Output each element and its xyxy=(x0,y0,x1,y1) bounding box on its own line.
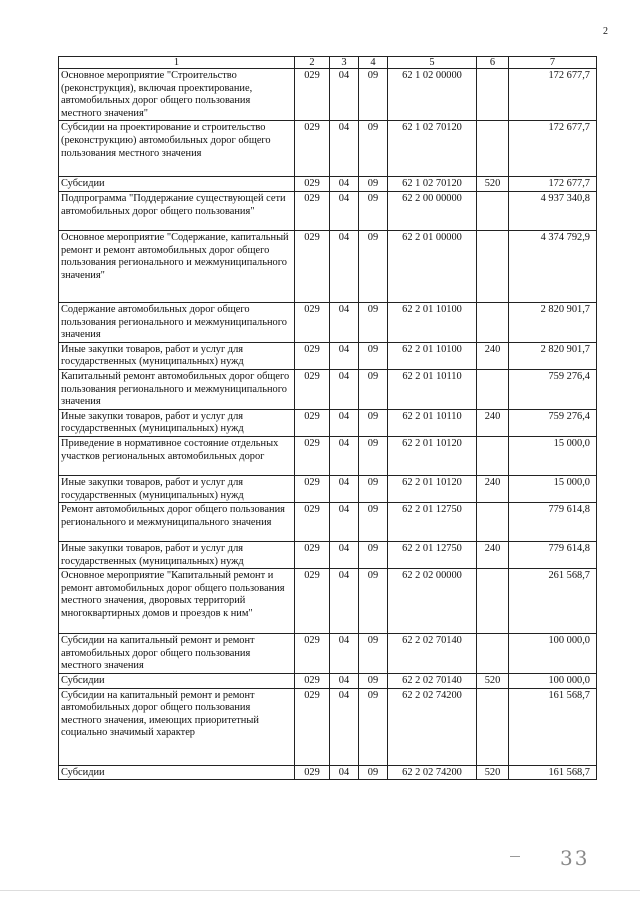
column-header: 6 xyxy=(477,57,509,69)
row-target-code: 62 2 02 74200 xyxy=(388,765,477,780)
table-row xyxy=(59,674,597,689)
row-subsection: 09 xyxy=(359,177,388,192)
row-admin-code: 029 xyxy=(295,191,330,230)
row-amount: 172 677,7 xyxy=(509,121,597,177)
table-row xyxy=(59,121,597,177)
row-name: Иные закупки товаров, работ и услуг для государственных (муниципальных) нужд xyxy=(59,342,295,369)
row-expense-type xyxy=(477,230,509,302)
row-admin-code: 029 xyxy=(295,674,330,689)
row-section: 04 xyxy=(330,503,359,542)
row-admin-code: 029 xyxy=(295,634,330,674)
row-amount: 172 677,7 xyxy=(509,69,597,121)
row-admin-code: 029 xyxy=(295,177,330,192)
row-name: Субсидии на капитальный ремонт и ремонт автомобильных дорог общего пользования местного значения, имеющих приоритетный социально значимый характер xyxy=(59,688,295,765)
row-target-code: 62 2 01 10110 xyxy=(388,409,477,436)
row-admin-code: 029 xyxy=(295,342,330,369)
table-row xyxy=(59,369,597,409)
row-expense-type: 520 xyxy=(477,765,509,780)
row-amount: 161 568,7 xyxy=(509,688,597,765)
row-expense-type xyxy=(477,688,509,765)
row-expense-type xyxy=(477,634,509,674)
row-amount: 172 677,7 xyxy=(509,177,597,192)
row-subsection: 09 xyxy=(359,569,388,634)
row-target-code: 62 2 01 10110 xyxy=(388,369,477,409)
row-amount: 779 614,8 xyxy=(509,542,597,569)
row-amount: 261 568,7 xyxy=(509,569,597,634)
row-section: 04 xyxy=(330,436,359,475)
row-name: Субсидии xyxy=(59,674,295,689)
row-name: Основное мероприятие "Содержание, капитальный ремонт и ремонт автомобильных дорог общего пользования регионального и межмуниципального значения" xyxy=(59,230,295,302)
row-expense-type xyxy=(477,191,509,230)
column-header: 7 xyxy=(509,57,597,69)
scan-edge xyxy=(0,890,640,891)
column-number-row xyxy=(59,57,597,69)
row-admin-code: 029 xyxy=(295,688,330,765)
row-amount: 759 276,4 xyxy=(509,409,597,436)
row-name: Иные закупки товаров, работ и услуг для государственных (муниципальных) нужд xyxy=(59,409,295,436)
row-name: Содержание автомобильных дорог общего пользования регионального и межмуниципального значения xyxy=(59,302,295,342)
row-name: Подпрограмма "Поддержание существующей сети автомобильных дорог общего пользования" xyxy=(59,191,295,230)
row-section: 04 xyxy=(330,542,359,569)
row-target-code: 62 1 02 00000 xyxy=(388,69,477,121)
row-name: Субсидии на капитальный ремонт и ремонт автомобильных дорог общего пользования местного значения xyxy=(59,634,295,674)
row-section: 04 xyxy=(330,674,359,689)
row-name: Основное мероприятие "Капитальный ремонт и ремонт автомобильных дорог общего пользования местного значения, дворовых территорий многоквартирных домов и проездов к ним" xyxy=(59,569,295,634)
row-amount: 100 000,0 xyxy=(509,674,597,689)
row-expense-type: 240 xyxy=(477,542,509,569)
row-section: 04 xyxy=(330,409,359,436)
row-admin-code: 029 xyxy=(295,765,330,780)
row-subsection: 09 xyxy=(359,69,388,121)
row-amount: 4 374 792,9 xyxy=(509,230,597,302)
row-admin-code: 029 xyxy=(295,436,330,475)
row-expense-type xyxy=(477,436,509,475)
row-amount: 759 276,4 xyxy=(509,369,597,409)
row-target-code: 62 2 00 00000 xyxy=(388,191,477,230)
row-admin-code: 029 xyxy=(295,409,330,436)
row-section: 04 xyxy=(330,342,359,369)
row-subsection: 09 xyxy=(359,765,388,780)
row-expense-type xyxy=(477,302,509,342)
row-name: Иные закупки товаров, работ и услуг для государственных (муниципальных) нужд xyxy=(59,542,295,569)
row-target-code: 62 2 02 74200 xyxy=(388,688,477,765)
table-row xyxy=(59,436,597,475)
row-subsection: 09 xyxy=(359,342,388,369)
row-subsection: 09 xyxy=(359,688,388,765)
row-expense-type: 240 xyxy=(477,475,509,502)
table-row xyxy=(59,191,597,230)
row-amount: 161 568,7 xyxy=(509,765,597,780)
row-section: 04 xyxy=(330,230,359,302)
row-target-code: 62 2 02 70140 xyxy=(388,634,477,674)
row-amount: 2 820 901,7 xyxy=(509,342,597,369)
row-amount: 15 000,0 xyxy=(509,475,597,502)
row-section: 04 xyxy=(330,688,359,765)
row-admin-code: 029 xyxy=(295,542,330,569)
row-subsection: 09 xyxy=(359,436,388,475)
row-expense-type: 520 xyxy=(477,177,509,192)
row-target-code: 62 2 01 00000 xyxy=(388,230,477,302)
row-section: 04 xyxy=(330,121,359,177)
column-header: 1 xyxy=(59,57,295,69)
row-subsection: 09 xyxy=(359,634,388,674)
row-name: Основное мероприятие "Строительство (реконструкция), включая проектирование, автомобильных дорог общего пользования местного значения" xyxy=(59,69,295,121)
column-header: 2 xyxy=(295,57,330,69)
row-admin-code: 029 xyxy=(295,302,330,342)
row-subsection: 09 xyxy=(359,302,388,342)
row-amount: 2 820 901,7 xyxy=(509,302,597,342)
column-header: 5 xyxy=(388,57,477,69)
row-amount: 15 000,0 xyxy=(509,436,597,475)
row-section: 04 xyxy=(330,569,359,634)
row-target-code: 62 2 01 10120 xyxy=(388,436,477,475)
table-row xyxy=(59,409,597,436)
row-section: 04 xyxy=(330,69,359,121)
row-section: 04 xyxy=(330,302,359,342)
row-expense-type xyxy=(477,121,509,177)
margin-dash xyxy=(510,856,520,857)
row-subsection: 09 xyxy=(359,475,388,502)
table-row xyxy=(59,342,597,369)
row-subsection: 09 xyxy=(359,674,388,689)
row-subsection: 09 xyxy=(359,121,388,177)
table-row xyxy=(59,177,597,192)
row-section: 04 xyxy=(330,177,359,192)
table-row xyxy=(59,634,597,674)
row-expense-type: 520 xyxy=(477,674,509,689)
row-subsection: 09 xyxy=(359,409,388,436)
row-amount: 779 614,8 xyxy=(509,503,597,542)
row-admin-code: 029 xyxy=(295,569,330,634)
row-expense-type: 240 xyxy=(477,342,509,369)
column-header: 3 xyxy=(330,57,359,69)
row-name: Ремонт автомобильных дорог общего пользования регионального и межмуниципального значения xyxy=(59,503,295,542)
row-subsection: 09 xyxy=(359,369,388,409)
row-admin-code: 029 xyxy=(295,475,330,502)
row-expense-type xyxy=(477,69,509,121)
row-section: 04 xyxy=(330,191,359,230)
row-target-code: 62 2 01 10100 xyxy=(388,302,477,342)
page-number: 2 xyxy=(603,26,608,37)
row-target-code: 62 2 01 12750 xyxy=(388,503,477,542)
row-amount: 4 937 340,8 xyxy=(509,191,597,230)
table-row xyxy=(59,230,597,302)
row-target-code: 62 2 02 70140 xyxy=(388,674,477,689)
row-admin-code: 029 xyxy=(295,503,330,542)
row-target-code: 62 2 02 00000 xyxy=(388,569,477,634)
row-section: 04 xyxy=(330,475,359,502)
row-target-code: 62 2 01 10100 xyxy=(388,342,477,369)
table-row xyxy=(59,503,597,542)
row-name: Капитальный ремонт автомобильных дорог общего пользования регионального и межмуниципального значения xyxy=(59,369,295,409)
row-name: Субсидии на проектирование и строительство (реконструкцию) автомобильных дорог общего пользования местного значения xyxy=(59,121,295,177)
table-row xyxy=(59,542,597,569)
row-expense-type: 240 xyxy=(477,409,509,436)
row-expense-type xyxy=(477,569,509,634)
table-row xyxy=(59,688,597,765)
budget-table xyxy=(58,56,597,780)
table-row xyxy=(59,765,597,780)
row-amount: 100 000,0 xyxy=(509,634,597,674)
row-target-code: 62 1 02 70120 xyxy=(388,121,477,177)
column-header: 4 xyxy=(359,57,388,69)
row-name: Субсидии xyxy=(59,177,295,192)
row-target-code: 62 1 02 70120 xyxy=(388,177,477,192)
table-row xyxy=(59,475,597,502)
handwritten-page-stamp: 33 xyxy=(560,846,590,870)
table-row xyxy=(59,569,597,634)
row-subsection: 09 xyxy=(359,503,388,542)
row-target-code: 62 2 01 12750 xyxy=(388,542,477,569)
row-admin-code: 029 xyxy=(295,121,330,177)
row-admin-code: 029 xyxy=(295,230,330,302)
row-target-code: 62 2 01 10120 xyxy=(388,475,477,502)
row-admin-code: 029 xyxy=(295,69,330,121)
row-section: 04 xyxy=(330,369,359,409)
row-subsection: 09 xyxy=(359,191,388,230)
row-subsection: 09 xyxy=(359,230,388,302)
row-expense-type xyxy=(477,369,509,409)
row-name: Приведение в нормативное состояние отдельных участков региональных автомобильных дорог xyxy=(59,436,295,475)
table-row xyxy=(59,302,597,342)
row-expense-type xyxy=(477,503,509,542)
table-row xyxy=(59,69,597,121)
row-section: 04 xyxy=(330,634,359,674)
row-section: 04 xyxy=(330,765,359,780)
row-name: Иные закупки товаров, работ и услуг для государственных (муниципальных) нужд xyxy=(59,475,295,502)
row-admin-code: 029 xyxy=(295,369,330,409)
row-subsection: 09 xyxy=(359,542,388,569)
row-name: Субсидии xyxy=(59,765,295,780)
